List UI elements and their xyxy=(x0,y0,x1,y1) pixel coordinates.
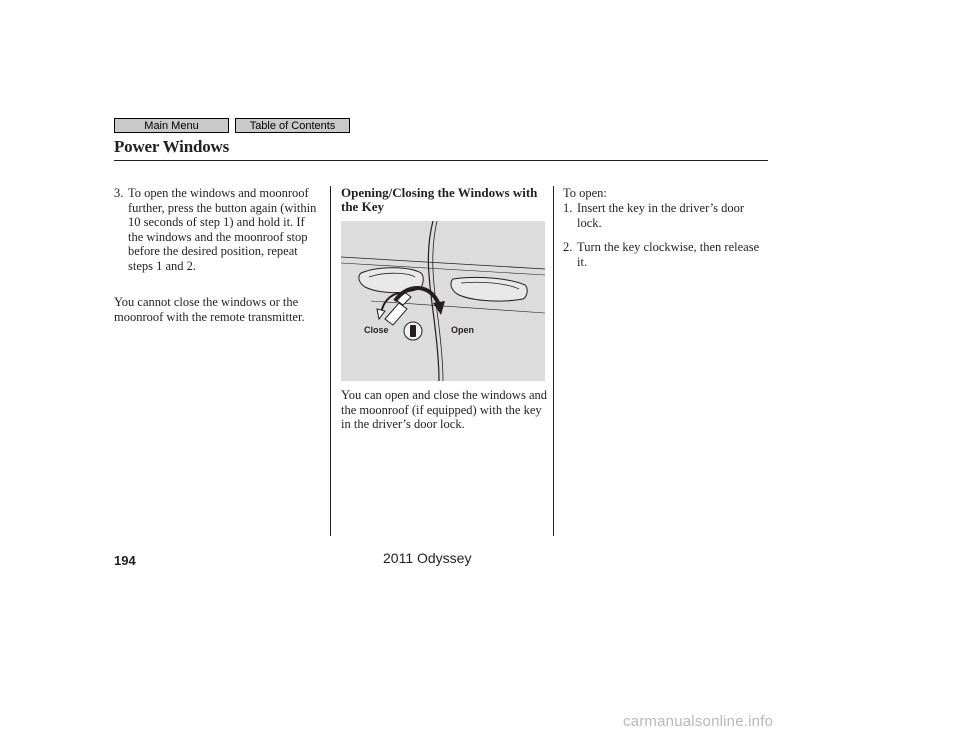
page-number: 194 xyxy=(114,553,136,568)
column-divider-right xyxy=(553,186,554,536)
page-title: Power Windows xyxy=(114,137,230,156)
open-step-2-number: 2. xyxy=(563,240,573,254)
main-menu-button[interactable]: Main Menu xyxy=(114,118,229,133)
open-label: Open xyxy=(451,325,475,335)
door-lock-illustration xyxy=(341,221,545,381)
step-3-number: 3. xyxy=(114,186,124,200)
footer-model-name: 2011 Odyssey xyxy=(383,550,472,566)
title-divider xyxy=(114,160,768,161)
close-label: Close xyxy=(364,325,389,335)
column-divider-left xyxy=(330,186,331,536)
open-step-2-text: Turn the key clockwise, then release it. xyxy=(577,240,760,269)
open-step-1 xyxy=(563,201,768,230)
section-heading: Opening/Closing the Windows with the Key xyxy=(341,185,538,214)
open-step-2 xyxy=(563,240,768,269)
key-operation-text: You can open and close the windows and the moonroof (if equipped) with the key in the driver’s door lock. xyxy=(341,388,547,432)
remote-note: You cannot close the windows or the moonroof with the remote transmitter. xyxy=(114,295,305,324)
watermark: carmanualsonline.info xyxy=(623,713,774,730)
step-3 xyxy=(114,186,322,274)
step-3-text: To open the windows and moonroof further, press the button again (within 10 seconds of step 1) and hold it. If the windows and the moonroof stop before the desired position, repeat steps 1 and 2. xyxy=(128,186,317,273)
open-step-1-text: Insert the key in the driver’s door lock. xyxy=(577,201,745,230)
to-open-label: To open: xyxy=(563,186,607,200)
door-handle-key-diagram xyxy=(341,221,545,381)
open-step-1-number: 1. xyxy=(563,201,573,215)
table-of-contents-button[interactable]: Table of Contents xyxy=(235,118,350,133)
